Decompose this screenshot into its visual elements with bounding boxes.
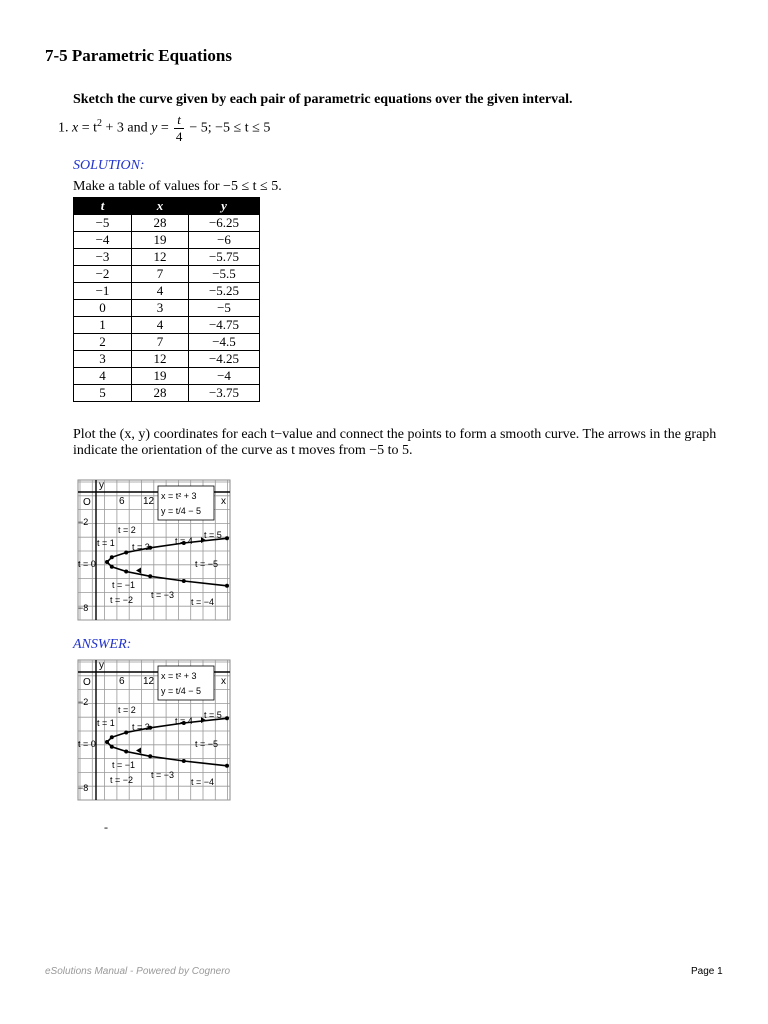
cell-y: −4.5 xyxy=(189,334,260,351)
table-row xyxy=(74,317,260,334)
x-variable: x xyxy=(72,120,79,136)
table-row xyxy=(74,249,260,266)
cell-t: 4 xyxy=(74,368,132,385)
cell-t: −3 xyxy=(74,249,132,266)
label-tm2: t = −2 xyxy=(110,595,134,605)
tick-m2: −2 xyxy=(78,697,89,707)
curve-point xyxy=(110,555,114,559)
table-row xyxy=(74,300,260,317)
curve-point xyxy=(124,551,128,555)
cell-x: 4 xyxy=(132,317,189,334)
cell-x: 28 xyxy=(132,215,189,232)
cell-y: −5 xyxy=(189,300,260,317)
tick-6: 6 xyxy=(119,496,125,507)
origin-label: O xyxy=(83,497,91,508)
x-axis-label: x xyxy=(221,496,226,507)
tick-m8: −8 xyxy=(78,783,89,793)
instruction-text: Sketch the curve given by each pair of parametric equations over the given interval. xyxy=(73,92,573,107)
label-t2: t = 2 xyxy=(118,705,136,715)
label-tm2: t = −2 xyxy=(110,775,134,785)
solution-label: SOLUTION: xyxy=(73,158,145,173)
label-t1: t = 1 xyxy=(97,718,115,728)
tick-12: 12 xyxy=(143,676,155,687)
table-row xyxy=(74,283,260,300)
plot-instructions: Plot the (x, y) coordinates for each t−value and connect the points to form a smooth curve. The arrows in the graph indicate the orientation of the curve as t moves from −5 to 5. xyxy=(73,427,717,458)
cell-x: 4 xyxy=(132,283,189,300)
cell-y: −6.25 xyxy=(189,215,260,232)
label-t3: t = 3 xyxy=(132,542,150,552)
header-t: t xyxy=(74,198,132,215)
label-t1: t = 1 xyxy=(97,538,115,548)
values-table xyxy=(73,197,260,402)
cell-x: 28 xyxy=(132,385,189,402)
problem-1 xyxy=(58,112,270,145)
cell-y: −6 xyxy=(189,232,260,249)
cell-t: 0 xyxy=(74,300,132,317)
cell-y: −5.75 xyxy=(189,249,260,266)
cell-y: −5.5 xyxy=(189,266,260,283)
label-t5: t = 5 xyxy=(204,710,222,720)
curve-point xyxy=(105,560,109,564)
tick-m8: −8 xyxy=(78,603,89,613)
cell-t: 2 xyxy=(74,334,132,351)
fraction-denominator: 4 xyxy=(175,129,183,144)
y-axis-label: y xyxy=(99,480,104,491)
tick-12: 12 xyxy=(143,496,155,507)
curve-point xyxy=(148,574,152,578)
table-row xyxy=(74,215,260,232)
equation-x: x = t² + 3 xyxy=(161,671,197,681)
label-t3: t = 3 xyxy=(132,722,150,732)
label-t0: t = 0 xyxy=(78,739,96,749)
label-tm4: t = −4 xyxy=(191,777,215,787)
x-equation-tail: + 3 and xyxy=(105,120,148,136)
cell-x: 12 xyxy=(132,249,189,266)
tick-6: 6 xyxy=(119,676,125,687)
label-t2: t = 2 xyxy=(118,525,136,535)
table-row xyxy=(74,266,260,283)
table-intro: Make a table of values for −5 ≤ t ≤ 5. xyxy=(73,179,282,194)
cell-x: 3 xyxy=(132,300,189,317)
header-x: x xyxy=(132,198,189,215)
footer-credit: eSolutions Manual - Powered by Cognero xyxy=(45,966,231,977)
cell-x: 19 xyxy=(132,368,189,385)
equation-y: y = t/4 − 5 xyxy=(161,686,202,696)
fraction xyxy=(174,112,184,145)
answer-graph xyxy=(76,658,232,802)
label-tm1: t = −1 xyxy=(112,760,136,770)
y-equation-tail: − 5; −5 ≤ t ≤ 5 xyxy=(189,120,271,136)
cell-t: 5 xyxy=(74,385,132,402)
y-equals: = xyxy=(160,120,169,136)
cell-x: 19 xyxy=(132,232,189,249)
curve-point xyxy=(124,731,128,735)
equation-x: x = t² + 3 xyxy=(161,491,197,501)
curve-point xyxy=(110,735,114,739)
y-variable: y xyxy=(151,120,158,136)
x-exponent: 2 xyxy=(97,117,103,129)
label-tm5: t = −5 xyxy=(195,739,219,749)
label-tm3: t = −3 xyxy=(151,770,175,780)
curve-point xyxy=(105,740,109,744)
solution-graph xyxy=(76,478,232,622)
label-t5: t = 5 xyxy=(204,530,222,540)
page-number: Page 1 xyxy=(691,966,723,977)
fraction-numerator: t xyxy=(174,112,184,129)
curve-point xyxy=(182,759,186,763)
cell-x: 7 xyxy=(132,334,189,351)
label-t0: t = 0 xyxy=(78,559,96,569)
table-row xyxy=(74,385,260,402)
curve-point xyxy=(225,536,229,540)
cell-t: −2 xyxy=(74,266,132,283)
answer-label: ANSWER: xyxy=(73,637,132,652)
curve-point xyxy=(225,584,229,588)
cell-t: 1 xyxy=(74,317,132,334)
table-row xyxy=(74,232,260,249)
cell-t: −5 xyxy=(74,215,132,232)
curve-point xyxy=(124,570,128,574)
equation-y: y = t/4 − 5 xyxy=(161,506,202,516)
curve-point xyxy=(124,750,128,754)
y-axis-label: y xyxy=(99,660,104,671)
label-tm1: t = −1 xyxy=(112,580,136,590)
stray-mark: - xyxy=(104,820,108,834)
header-y: y xyxy=(189,198,260,215)
table-row xyxy=(74,334,260,351)
cell-t: 3 xyxy=(74,351,132,368)
x-equation: = t xyxy=(81,120,98,136)
label-tm4: t = −4 xyxy=(191,597,215,607)
cell-y: −5.25 xyxy=(189,283,260,300)
cell-y: −4.75 xyxy=(189,317,260,334)
curve-point xyxy=(182,579,186,583)
label-t4: t = 4 xyxy=(175,716,193,726)
curve-point xyxy=(225,716,229,720)
cell-x: 7 xyxy=(132,266,189,283)
table-row xyxy=(74,351,260,368)
table-header-row xyxy=(74,198,260,215)
label-tm5: t = −5 xyxy=(195,559,219,569)
problem-number: 1. xyxy=(58,120,69,136)
tick-m2: −2 xyxy=(78,517,89,527)
cell-t: −1 xyxy=(74,283,132,300)
cell-t: −4 xyxy=(74,232,132,249)
cell-y: −3.75 xyxy=(189,385,260,402)
curve-point xyxy=(110,745,114,749)
curve-point xyxy=(148,754,152,758)
curve-point xyxy=(110,565,114,569)
curve-point xyxy=(225,764,229,768)
page-title: 7-5 Parametric Equations xyxy=(45,46,232,65)
table-row xyxy=(74,368,260,385)
cell-x: 12 xyxy=(132,351,189,368)
label-t4: t = 4 xyxy=(175,536,193,546)
cell-y: −4 xyxy=(189,368,260,385)
label-tm3: t = −3 xyxy=(151,590,175,600)
x-axis-label: x xyxy=(221,676,226,687)
origin-label: O xyxy=(83,677,91,688)
cell-y: −4.25 xyxy=(189,351,260,368)
